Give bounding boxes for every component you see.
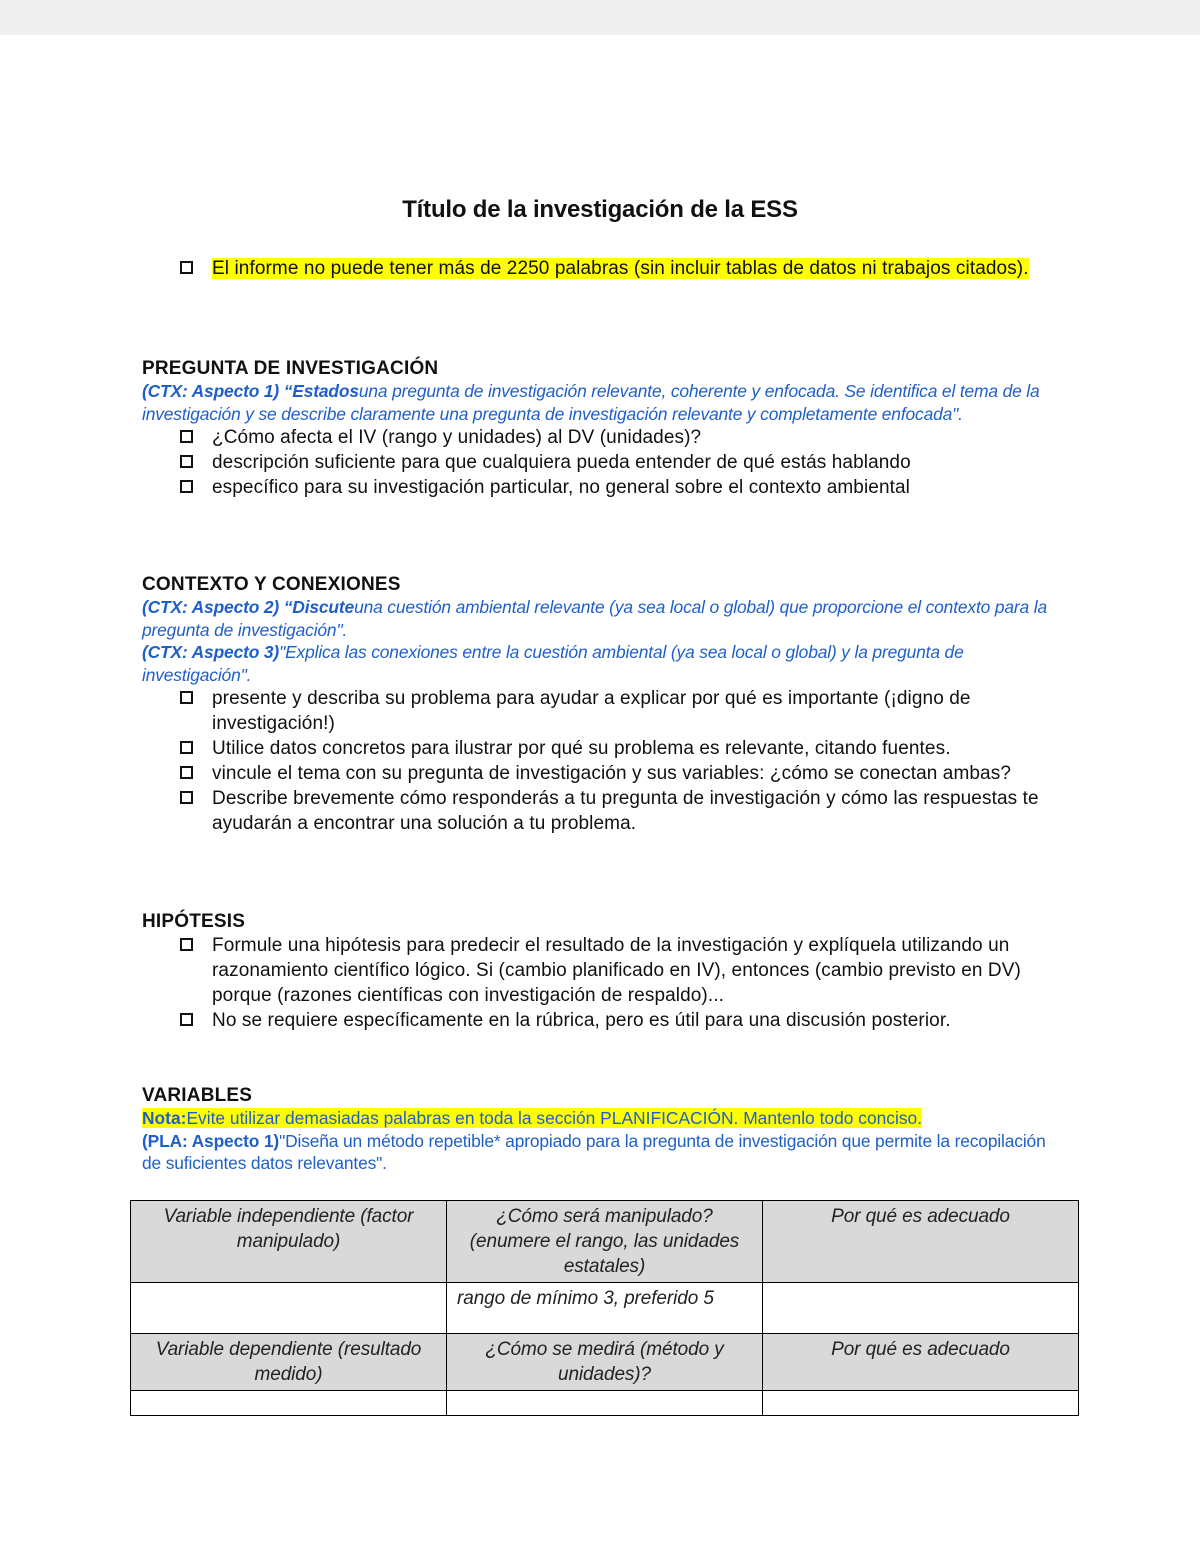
hypothesis-section [142, 910, 1062, 1033]
research-question-section [142, 357, 1062, 500]
table-cell[interactable] [131, 1391, 447, 1416]
checklist-item [142, 1008, 1062, 1033]
intro-section [142, 256, 1062, 281]
criterion-tag: (CTX: Aspecto 1) “Estados [142, 381, 359, 401]
checkbox-icon[interactable] [180, 480, 193, 493]
table-cell[interactable] [763, 1283, 1079, 1334]
checklist-item-text: ¿Cómo afecta el IV (rango y unidades) al DV (unidades)? [212, 427, 702, 448]
checkbox-icon[interactable] [180, 261, 193, 274]
criterion-description: "Explica las conexiones entre la cuestión ambiental (ya sea local o global) y la pregunta de investigación". [142, 642, 964, 685]
checklist-item [142, 933, 1062, 1008]
criterion-text [142, 596, 1062, 641]
criterion-text [142, 380, 1062, 425]
checklist-item-text: específico para su investigación particular, no general sobre el contexto ambiental [212, 477, 910, 498]
table-cell[interactable] [763, 1391, 1079, 1416]
table-cell[interactable]: Por qué es adecuado [763, 1201, 1079, 1283]
checklist-item-text: descripción suficiente para que cualquiera pueda entender de qué estás hablando [212, 452, 911, 473]
checklist-item [142, 736, 1062, 761]
note-line [142, 1107, 1062, 1130]
note-label: Nota: [142, 1108, 187, 1128]
criterion-text [142, 1130, 1062, 1175]
checkbox-icon[interactable] [180, 766, 193, 779]
table-row [131, 1283, 1079, 1334]
criterion-description: una cuestión ambiental relevante (ya sea local o global) que proporcione el contexto para la pregunta de investigación". [142, 597, 1047, 640]
table-cell[interactable] [131, 1283, 447, 1334]
checklist-item [142, 475, 1062, 500]
table-row [131, 1201, 1079, 1283]
criterion-tag: (CTX: Aspecto 2) “Discute [142, 597, 355, 617]
checklist-item-text: Utilice datos concretos para ilustrar por qué su problema es relevante, citando fuentes. [212, 738, 951, 759]
section-heading: VARIABLES [142, 1085, 253, 1106]
context-checklist [142, 686, 1062, 836]
checklist-item [142, 256, 1062, 281]
hypothesis-checklist [142, 933, 1062, 1033]
table-cell[interactable]: Variable dependiente (resultado medido) [131, 1334, 447, 1391]
checklist-item [142, 761, 1062, 786]
criterion-text [142, 641, 1062, 686]
intro-checklist [142, 256, 1062, 281]
checklist-item [142, 786, 1062, 836]
viewer-top-bar [0, 0, 1200, 35]
table-row [131, 1391, 1079, 1416]
checkbox-icon[interactable] [180, 791, 193, 804]
checklist-item-text: Describe brevemente cómo responderás a tu pregunta de investigación y cómo las respuestas te ayudarán a encontrar una solución a tu problema. [212, 788, 1039, 834]
note-text: Evite utilizar demasiadas palabras en toda la sección PLANIFICACIÓN. Mantenlo todo conciso. [186, 1108, 923, 1128]
research-question-checklist [142, 425, 1062, 500]
criterion-description: "Diseña un método repetible* apropiado para la pregunta de investigación que permite la recopilación de suficientes datos relevantes". [142, 1130, 1046, 1173]
checklist-item [142, 450, 1062, 475]
section-heading: PREGUNTA DE INVESTIGACIÓN [142, 358, 439, 379]
table-row [131, 1334, 1079, 1391]
checkbox-icon[interactable] [180, 455, 193, 468]
document-page [0, 35, 1200, 1553]
criterion-tag: (PLA: Aspecto 1) [142, 1130, 280, 1151]
checklist-item-text: vincule el tema con su pregunta de investigación y sus variables: ¿cómo se conectan ambas? [212, 763, 1011, 784]
table-cell[interactable]: ¿Cómo será manipulado? (enumere el rango, las unidades estatales) [447, 1201, 763, 1283]
checklist-item-text: Formule una hipótesis para predecir el resultado de la investigación y explíquela utilizando un razonamiento científico lógico. Si (cambio planificado en IV), entonces (cambio previsto en DV) porque (razones científicas con investigación de respaldo)... [212, 935, 1021, 1006]
criterion-tag: (CTX: Aspecto 3) [142, 642, 280, 662]
variables-table [130, 1200, 1079, 1416]
criterion-description: una pregunta de investigación relevante, coherente y enfocada. Se identifica el tema de la investigación y se describe claramente una pregunta de investigación relevante y completamente enfocada". [142, 381, 1040, 424]
section-heading: HIPÓTESIS [142, 911, 246, 932]
checklist-item-text: presente y describa su problema para ayudar a explicar por qué es importante (¡digno de investigación!) [212, 688, 971, 734]
section-heading: CONTEXTO Y CONEXIONES [142, 574, 401, 595]
context-section [142, 573, 1062, 836]
checkbox-icon[interactable] [180, 430, 193, 443]
document-title: Título de la investigación de la ESS [402, 196, 798, 223]
checkbox-icon[interactable] [180, 1013, 193, 1026]
checklist-item [142, 686, 1062, 736]
checkbox-icon[interactable] [180, 691, 193, 704]
checkbox-icon[interactable] [180, 741, 193, 754]
table-cell[interactable]: Variable independiente (factor manipulado) [131, 1201, 447, 1283]
table-cell[interactable]: Por qué es adecuado [763, 1334, 1079, 1391]
table-cell[interactable]: rango de mínimo 3, preferido 5 [447, 1283, 763, 1334]
checklist-item-text: No se requiere específicamente en la rúbrica, pero es útil para una discusión posterior. [212, 1010, 951, 1031]
variables-section [142, 1084, 1062, 1175]
checklist-item [142, 425, 1062, 450]
table-cell[interactable] [447, 1391, 763, 1416]
highlighted-text: El informe no puede tener más de 2250 palabras (sin incluir tablas de datos ni trabajos citados). [212, 258, 1029, 279]
table-cell[interactable]: ¿Cómo se medirá (método y unidades)? [447, 1334, 763, 1391]
checkbox-icon[interactable] [180, 938, 193, 951]
